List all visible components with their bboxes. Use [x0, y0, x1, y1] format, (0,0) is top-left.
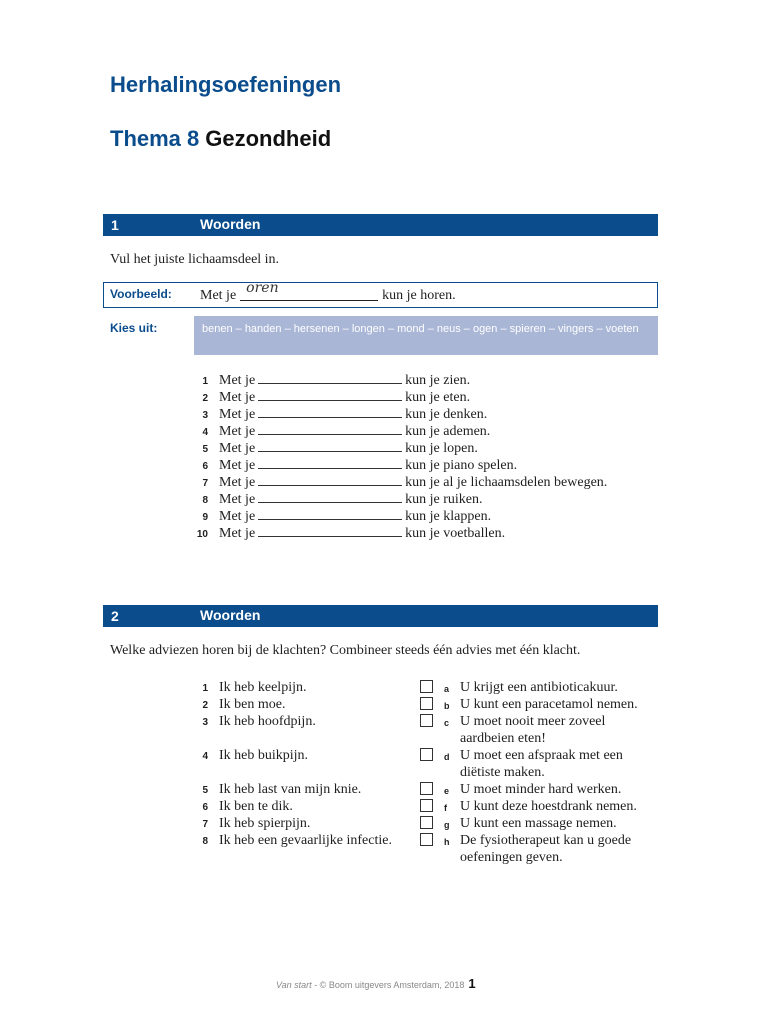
example-blank	[240, 280, 378, 301]
exercise-title: Woorden	[200, 607, 261, 623]
theme-heading	[110, 126, 331, 152]
answer-blank[interactable]	[258, 491, 402, 503]
exercise-1-header	[103, 214, 658, 236]
example-prefix: Met je	[200, 288, 237, 303]
answer-blank[interactable]	[258, 508, 402, 520]
advice-letter: a	[444, 684, 450, 694]
answer-blank[interactable]	[258, 372, 402, 384]
item-suffix: kun je denken.	[405, 407, 488, 422]
item-number: 1	[202, 683, 208, 694]
complaint-text: Ik heb keelpijn.	[219, 680, 307, 695]
item-number: 5	[202, 785, 208, 796]
item-prefix: Met je	[219, 458, 256, 473]
item-number: 7	[202, 819, 208, 830]
advice-letter: d	[444, 752, 450, 762]
item-prefix: Met je	[219, 390, 256, 405]
item-number: 7	[202, 478, 208, 489]
item-suffix: kun je al je lichaamsdelen bewegen.	[405, 475, 608, 490]
complaint-text: Ik heb last van mijn knie.	[219, 782, 362, 797]
advice-letter: c	[444, 718, 450, 728]
item-number: 2	[202, 700, 208, 711]
exercise-title: Woorden	[200, 216, 261, 232]
exercise-number: 1	[111, 217, 119, 233]
advice-letter: f	[444, 803, 447, 813]
list-item	[190, 406, 607, 423]
advice-letter: g	[444, 820, 450, 830]
match-row	[190, 781, 660, 798]
complaint-text: Ik heb hoofdpijn.	[219, 714, 316, 729]
item-prefix: Met je	[219, 424, 256, 439]
complaint-text: Ik heb spierpijn.	[219, 816, 311, 831]
item-number: 5	[202, 444, 208, 455]
item-prefix: Met je	[219, 526, 256, 541]
answer-blank[interactable]	[258, 474, 402, 486]
footer-copyright: - © Boom uitgevers Amsterdam, 2018	[311, 980, 465, 990]
item-suffix: kun je piano spelen.	[405, 458, 518, 473]
answer-blank[interactable]	[258, 423, 402, 435]
match-row	[190, 713, 660, 747]
advice-letter: b	[444, 701, 450, 711]
list-item	[190, 440, 607, 457]
item-number: 6	[202, 461, 208, 472]
advice-letter: e	[444, 786, 450, 796]
advice-text: U kunt een massage nemen.	[460, 816, 617, 831]
item-number: 4	[202, 751, 208, 762]
item-prefix: Met je	[219, 492, 256, 507]
complaint-text: Ik ben te dik.	[219, 799, 293, 814]
answer-blank[interactable]	[258, 406, 402, 418]
advice-text: U kunt deze hoestdrank nemen.	[460, 799, 637, 814]
item-number: 1	[202, 376, 208, 387]
item-number: 8	[202, 836, 208, 847]
item-suffix: kun je zien.	[405, 373, 471, 388]
answer-checkbox[interactable]	[420, 748, 433, 761]
word-bank: benen – handen – hersenen – longen – mond – neus – ogen – spieren – vingers – voeten	[194, 316, 658, 355]
list-item	[190, 474, 607, 491]
theme-label: Thema 8	[110, 126, 200, 151]
page-number: 1	[468, 976, 476, 991]
advice-letter: h	[444, 837, 450, 847]
item-suffix: kun je ademen.	[405, 424, 491, 439]
complaint-text: Ik heb buikpijn.	[219, 748, 309, 763]
item-suffix: kun je eten.	[405, 390, 471, 405]
answer-blank[interactable]	[258, 525, 402, 537]
exercise-2-instruction: Welke adviezen horen bij de klachten? Combineer steeds één advies met één klacht.	[110, 643, 581, 658]
advice-text: U krijgt een antibioticakuur.	[460, 680, 618, 695]
item-prefix: Met je	[219, 441, 256, 456]
example-label: Voorbeeld:	[110, 287, 172, 301]
list-item	[190, 508, 607, 525]
match-row	[190, 696, 660, 713]
answer-blank[interactable]	[258, 457, 402, 469]
item-number: 2	[202, 393, 208, 404]
answer-checkbox[interactable]	[420, 714, 433, 727]
list-item	[190, 525, 607, 542]
match-row	[190, 679, 660, 696]
item-number: 6	[202, 802, 208, 813]
answer-checkbox[interactable]	[420, 799, 433, 812]
exercise-2-matching	[190, 679, 660, 866]
answer-blank[interactable]	[258, 389, 402, 401]
item-suffix: kun je voetballen.	[405, 526, 506, 541]
list-item	[190, 372, 607, 389]
match-row	[190, 815, 660, 832]
complaint-text: Ik heb een gevaarlijke infectie.	[219, 833, 392, 848]
item-prefix: Met je	[219, 475, 256, 490]
item-prefix: Met je	[219, 509, 256, 524]
item-suffix: kun je lopen.	[405, 441, 478, 456]
advice-text: U moet minder hard werken.	[460, 782, 622, 797]
advice-text: De fysiotherapeut kan u goede oefeningen geven.	[460, 833, 632, 865]
exercise-1-instruction: Vul het juiste lichaamsdeel in.	[110, 252, 280, 267]
answer-blank[interactable]	[258, 440, 402, 452]
item-number: 3	[202, 717, 208, 728]
list-item	[190, 389, 607, 406]
item-suffix: kun je klappen.	[405, 509, 492, 524]
advice-text: U moet een afspraak met een diëtiste maken.	[460, 748, 623, 780]
item-number: 3	[202, 410, 208, 421]
item-prefix: Met je	[219, 407, 256, 422]
example-box	[103, 282, 658, 308]
item-number: 10	[196, 529, 208, 540]
choose-label: Kies uit:	[110, 321, 158, 335]
item-number: 4	[202, 427, 208, 438]
advice-text: U kunt een paracetamol nemen.	[460, 697, 638, 712]
example-answer: oren	[246, 280, 279, 296]
list-item	[190, 457, 607, 474]
exercise-number: 2	[111, 608, 119, 624]
item-number: 9	[202, 512, 208, 523]
footer-source: Van start	[276, 980, 312, 990]
list-item	[190, 491, 607, 508]
exercise-2-header	[103, 605, 658, 627]
answer-checkbox[interactable]	[420, 697, 433, 710]
advice-text: U moet nooit meer zoveel aardbeien eten!	[460, 714, 606, 746]
item-prefix: Met je	[219, 373, 256, 388]
page-title: Herhalingsoefeningen	[110, 72, 342, 97]
list-item	[190, 423, 607, 440]
item-number: 8	[202, 495, 208, 506]
complaint-text: Ik ben moe.	[219, 697, 286, 712]
example-sentence	[200, 280, 456, 304]
answer-checkbox[interactable]	[420, 782, 433, 795]
match-row	[190, 832, 660, 866]
theme-name: Gezondheid	[205, 126, 332, 151]
match-row	[190, 747, 660, 781]
match-row	[190, 798, 660, 815]
answer-checkbox[interactable]	[420, 680, 433, 693]
answer-checkbox[interactable]	[420, 816, 433, 829]
example-suffix: kun je horen.	[382, 288, 456, 303]
item-suffix: kun je ruiken.	[405, 492, 483, 507]
exercise-1-list	[190, 372, 607, 542]
page-footer	[276, 976, 476, 991]
answer-checkbox[interactable]	[420, 833, 433, 846]
